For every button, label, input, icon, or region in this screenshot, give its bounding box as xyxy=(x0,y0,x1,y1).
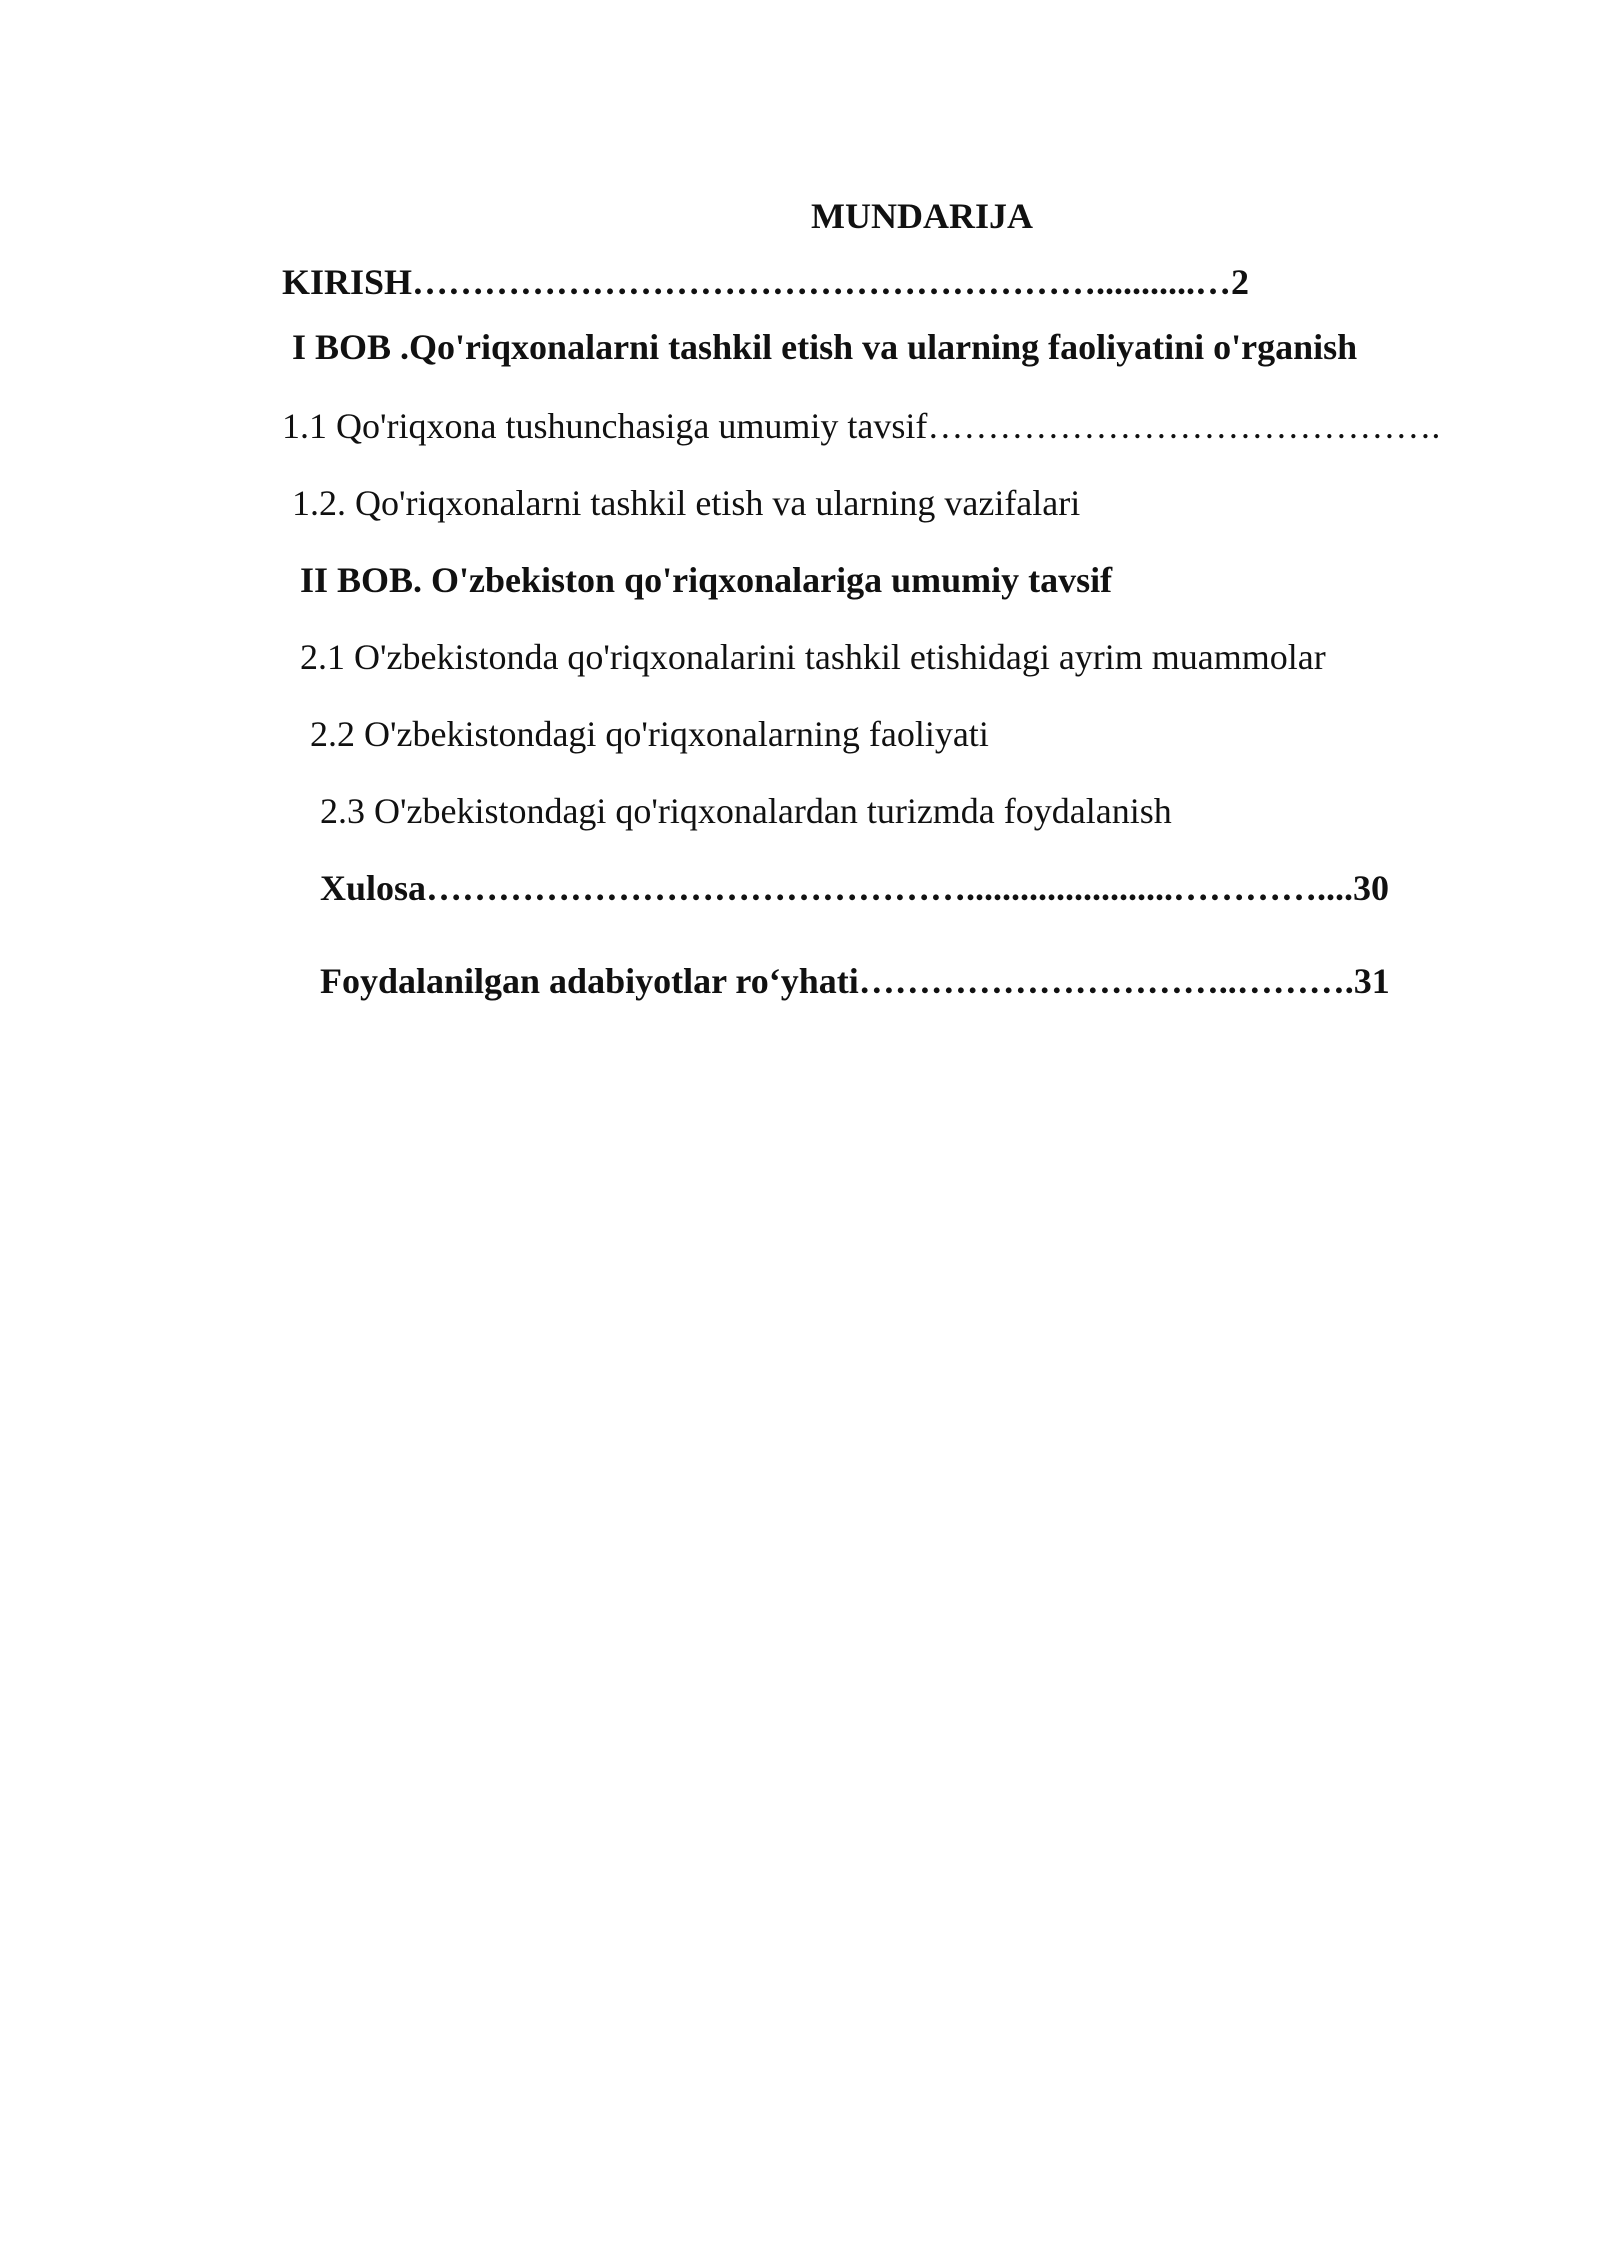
toc-entry-conclusion: Xulosa……………………………………….......................…………....30 xyxy=(320,868,1390,908)
toc-entry-introduction: KIRISH…………………………………………………...........…2 xyxy=(282,262,1250,302)
toc-entry-section-2-3: 2.3 O'zbekistondagi qo'riqxonalardan turizmda foydalanish xyxy=(320,791,1172,831)
page-title: MUNDARIJA xyxy=(811,196,1033,236)
toc-entry-section-1-1: 1.1 Qo'riqxona tushunchasiga umumiy tavsif……………………………………. xyxy=(282,406,1441,446)
toc-entry-section-2-1: 2.1 O'zbekistonda qo'riqxonalarini tashkil etishidagi ayrim muammolar xyxy=(300,637,1326,677)
toc-entry-chapter-1: I BOB .Qo'riqxonalarni tashkil etish va ularning faoliyatini o'rganish xyxy=(292,327,1358,367)
toc-entry-bibliography: Foydalanilgan adabiyotlar ro‘yhati…………………………..……….31 xyxy=(320,961,1390,1001)
toc-entry-section-1-2: 1.2. Qo'riqxonalarni tashkil etish va ularning vazifalari xyxy=(292,483,1081,523)
toc-entry-chapter-2: II BOB. O'zbekiston qo'riqxonalariga umumiy tavsif xyxy=(300,560,1113,600)
toc-entry-section-2-2: 2.2 O'zbekistondagi qo'riqxonalarning faoliyati xyxy=(310,714,989,754)
